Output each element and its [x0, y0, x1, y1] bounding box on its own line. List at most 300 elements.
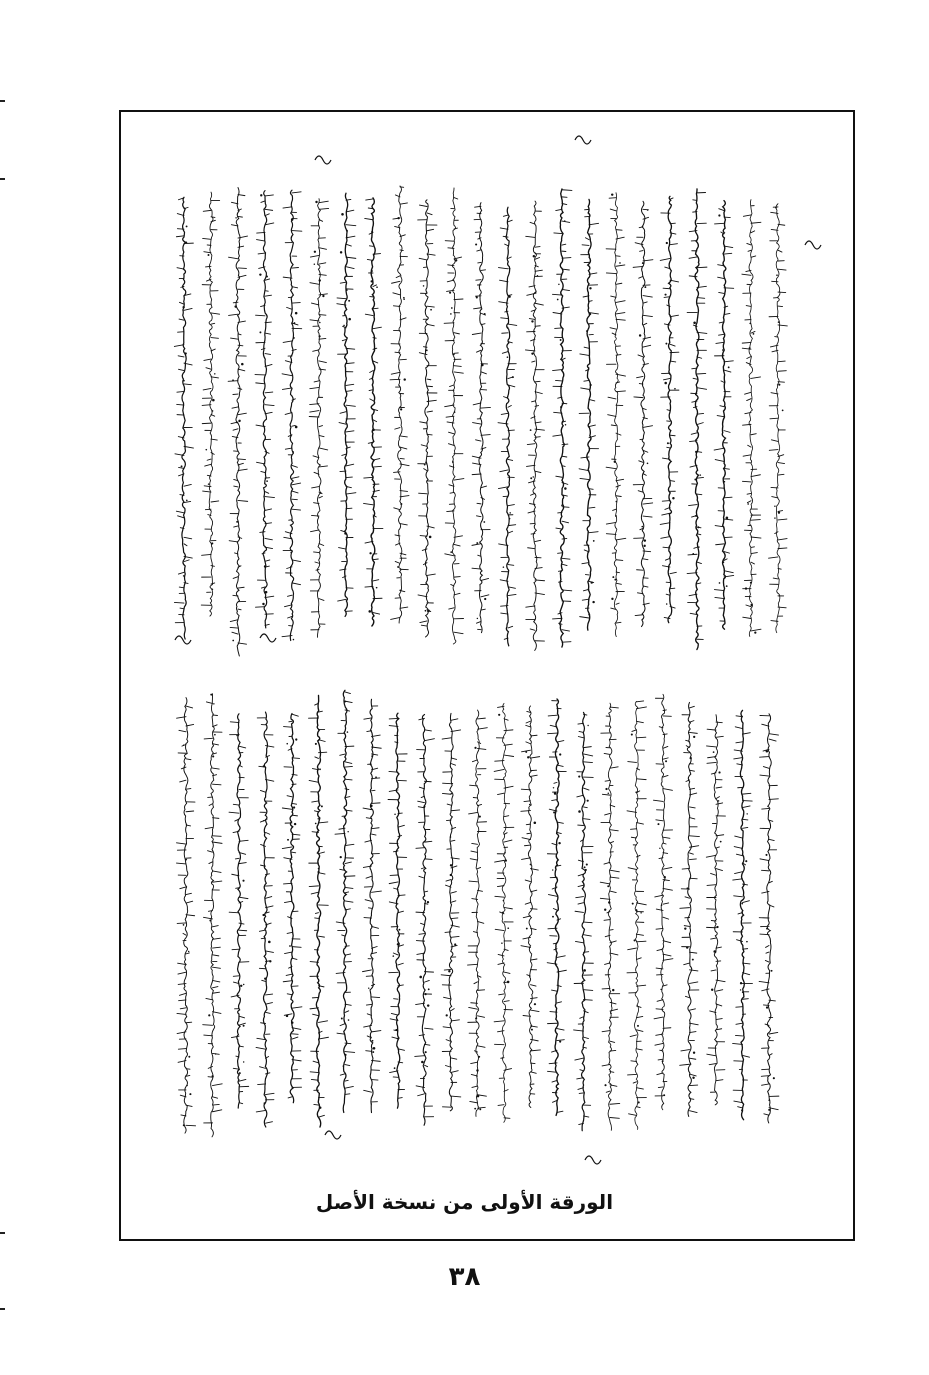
manuscript-glyph-stroke — [707, 746, 716, 747]
manuscript-dot — [747, 503, 749, 505]
manuscript-dot — [667, 442, 669, 444]
manuscript-glyph-stroke — [211, 338, 218, 339]
manuscript-glyph-stroke — [637, 985, 646, 986]
manuscript-dot — [450, 313, 452, 315]
manuscript-glyph-stroke — [454, 593, 460, 595]
manuscript-glyph-stroke — [451, 1071, 458, 1073]
manuscript-dot — [397, 217, 399, 219]
manuscript-glyph-stroke — [736, 742, 743, 743]
manuscript-glyph-stroke — [663, 959, 673, 961]
manuscript-glyph-stroke — [181, 286, 184, 287]
manuscript-glyph-stroke — [265, 392, 273, 393]
manuscript-glyph-stroke — [451, 936, 459, 937]
manuscript-glyph-stroke — [610, 1041, 615, 1042]
manuscript-dot — [295, 738, 297, 740]
manuscript-glyph-stroke — [589, 489, 593, 490]
manuscript-glyph-stroke — [663, 775, 668, 777]
manuscript-glyph-stroke — [743, 793, 751, 794]
manuscript-glyph-stroke — [184, 207, 188, 208]
manuscript-glyph-stroke — [562, 558, 570, 559]
manuscript-glyph-stroke — [697, 388, 707, 390]
manuscript-glyph-stroke — [690, 1111, 698, 1113]
manuscript-glyph-stroke — [522, 838, 530, 840]
manuscript-glyph-stroke — [370, 399, 373, 401]
manuscript-dot — [634, 939, 636, 941]
manuscript-glyph-stroke — [535, 247, 540, 248]
manuscript-glyph-stroke — [575, 911, 583, 912]
manuscript-glyph-stroke — [771, 440, 778, 442]
manuscript-dot — [348, 318, 351, 321]
manuscript-glyph-stroke — [284, 883, 292, 884]
manuscript-glyph-stroke — [743, 733, 751, 734]
manuscript-glyph-stroke — [746, 605, 751, 607]
manuscript-glyph-stroke — [234, 486, 238, 487]
manuscript-dot — [289, 945, 291, 947]
manuscript-glyph-stroke — [724, 288, 734, 289]
manuscript-glyph-stroke — [762, 989, 769, 991]
manuscript-glyph-stroke — [238, 566, 241, 567]
manuscript-glyph-stroke — [238, 388, 242, 389]
manuscript-glyph-stroke — [670, 344, 675, 346]
manuscript-glyph-stroke — [609, 198, 616, 199]
manuscript-glyph-stroke — [778, 292, 786, 293]
manuscript-glyph-stroke — [400, 203, 407, 204]
manuscript-glyph-stroke — [366, 199, 373, 200]
manuscript-glyph-stroke — [531, 775, 538, 776]
manuscript-dot — [604, 1084, 606, 1086]
manuscript-glyph-stroke — [501, 606, 508, 607]
manuscript-dot — [632, 903, 634, 905]
manuscript-glyph-stroke — [504, 907, 512, 908]
manuscript-glyph-stroke — [766, 945, 769, 947]
manuscript-dot — [474, 1108, 476, 1110]
manuscript-line — [661, 694, 665, 1109]
manuscript-glyph-stroke — [211, 414, 215, 416]
manuscript-glyph-stroke — [508, 220, 512, 222]
manuscript-glyph-stroke — [184, 560, 189, 562]
manuscript-glyph-stroke — [481, 595, 489, 597]
manuscript-glyph-stroke — [578, 903, 584, 904]
manuscript-glyph-stroke — [213, 881, 222, 882]
manuscript-line — [422, 714, 426, 1125]
manuscript-dot — [474, 747, 476, 749]
manuscript-glyph-stroke — [616, 230, 622, 231]
manuscript-dot — [605, 788, 607, 790]
manuscript-glyph-stroke — [531, 1072, 537, 1073]
manuscript-dot — [509, 512, 511, 514]
manuscript-glyph-stroke — [447, 280, 454, 282]
manuscript-dot — [450, 864, 452, 866]
manuscript-glyph-stroke — [266, 994, 273, 995]
manuscript-glyph-stroke — [292, 425, 295, 426]
manuscript-dot — [664, 876, 666, 878]
manuscript-dot — [425, 461, 427, 463]
manuscript-glyph-stroke — [340, 471, 346, 472]
manuscript-glyph-stroke — [643, 217, 649, 219]
manuscript-dot — [502, 912, 504, 914]
manuscript-dot — [294, 322, 296, 324]
manuscript-dot — [347, 831, 348, 832]
manuscript-glyph-stroke — [368, 908, 371, 909]
manuscript-glyph-stroke — [697, 494, 702, 495]
manuscript-line — [506, 207, 510, 646]
manuscript-glyph-stroke — [425, 1028, 434, 1029]
manuscript-glyph-stroke — [230, 627, 238, 628]
manuscript-glyph-stroke — [340, 754, 345, 755]
manuscript-glyph-stroke — [580, 354, 589, 356]
manuscript-glyph-stroke — [292, 483, 301, 485]
manuscript-glyph-stroke — [526, 824, 530, 825]
manuscript-glyph-stroke — [616, 603, 619, 604]
manuscript-glyph-stroke — [607, 912, 610, 913]
manuscript-glyph-stroke — [562, 403, 567, 404]
manuscript-glyph-stroke — [283, 981, 292, 982]
manuscript-dot — [773, 1077, 775, 1079]
manuscript-glyph-stroke — [213, 1104, 220, 1105]
manuscript-dot — [507, 356, 509, 358]
manuscript-dot — [614, 461, 616, 463]
manuscript-glyph-stroke — [665, 558, 670, 560]
manuscript-dot — [213, 703, 214, 704]
manuscript-glyph-stroke — [605, 780, 610, 781]
manuscript-dot — [774, 506, 775, 507]
manuscript-glyph-stroke — [498, 1031, 504, 1032]
manuscript-glyph-stroke — [427, 324, 434, 326]
manuscript-glyph-stroke — [637, 1088, 644, 1089]
manuscript-glyph-stroke — [685, 897, 689, 898]
manuscript-glyph-stroke — [478, 718, 486, 719]
manuscript-glyph-stroke — [481, 372, 486, 374]
manuscript-glyph-stroke — [340, 1074, 345, 1075]
manuscript-glyph-stroke — [707, 762, 716, 763]
manuscript-dot — [695, 451, 697, 453]
manuscript-glyph-stroke — [605, 813, 610, 815]
manuscript-glyph-stroke — [310, 1072, 318, 1073]
manuscript-glyph-stroke — [778, 371, 786, 372]
manuscript-glyph-stroke — [346, 431, 354, 432]
manuscript-dot — [644, 539, 646, 541]
manuscript-glyph-stroke — [229, 314, 238, 315]
manuscript-glyph-stroke — [535, 303, 543, 305]
manuscript-dot — [371, 231, 373, 233]
manuscript-glyph-stroke — [366, 1004, 371, 1005]
manuscript-dot — [552, 916, 554, 918]
manuscript-glyph-stroke — [637, 1049, 643, 1050]
manuscript-glyph-stroke — [203, 1025, 213, 1026]
manuscript-glyph-stroke — [719, 209, 724, 211]
manuscript-glyph-stroke — [451, 1096, 461, 1097]
manuscript-dot — [208, 483, 210, 485]
manuscript-glyph-stroke — [643, 559, 648, 560]
manuscript-dot — [264, 1102, 266, 1104]
manuscript-glyph-stroke — [319, 822, 328, 823]
manuscript-glyph-stroke — [312, 801, 319, 802]
manuscript-glyph-stroke — [178, 332, 184, 333]
manuscript-glyph-stroke — [716, 847, 719, 848]
manuscript-glyph-stroke — [711, 920, 716, 921]
manuscript-dot — [642, 262, 644, 264]
manuscript-glyph-stroke — [526, 721, 530, 723]
manuscript-glyph-stroke — [213, 871, 222, 873]
manuscript-glyph-stroke — [262, 553, 265, 554]
manuscript-dot — [611, 193, 613, 195]
manuscript-glyph-stroke — [256, 315, 265, 316]
manuscript-glyph-stroke — [637, 934, 644, 935]
manuscript-glyph-stroke — [309, 780, 318, 782]
manuscript-glyph-stroke — [772, 281, 778, 282]
manuscript-dot — [318, 818, 320, 820]
manuscript-glyph-stroke — [562, 630, 569, 631]
manuscript-glyph-stroke — [557, 1029, 564, 1030]
manuscript-glyph-stroke — [373, 466, 381, 467]
manuscript-glyph-stroke — [176, 236, 184, 237]
manuscript-glyph-stroke — [445, 554, 454, 556]
manuscript-dot — [319, 335, 321, 337]
manuscript-glyph-stroke — [633, 1082, 636, 1083]
manuscript-dot — [610, 1012, 612, 1014]
manuscript-glyph-stroke — [451, 1020, 459, 1021]
manuscript-glyph-stroke — [184, 501, 191, 502]
manuscript-glyph-stroke — [604, 753, 610, 754]
manuscript-glyph-stroke — [448, 444, 454, 446]
manuscript-glyph-stroke — [311, 303, 319, 305]
manuscript-glyph-stroke — [342, 339, 346, 340]
manuscript-glyph-stroke — [532, 401, 535, 402]
manuscript-glyph-stroke — [265, 354, 271, 355]
manuscript-glyph-stroke — [315, 562, 319, 563]
manuscript-glyph-stroke — [177, 1013, 186, 1014]
manuscript-glyph-stroke — [309, 886, 318, 887]
manuscript-glyph-stroke — [735, 727, 742, 729]
manuscript-dot — [346, 289, 348, 291]
manuscript-dot — [589, 384, 591, 386]
manuscript-glyph-stroke — [289, 721, 292, 722]
manuscript-glyph-stroke — [690, 818, 695, 819]
margin-mark — [315, 156, 331, 164]
manuscript-glyph-stroke — [454, 479, 464, 481]
manuscript-dot — [344, 700, 346, 702]
manuscript-line — [608, 703, 612, 1130]
manuscript-dot — [425, 610, 427, 612]
manuscript-glyph-stroke — [562, 221, 570, 222]
manuscript-dot — [212, 755, 214, 757]
manuscript-glyph-stroke — [292, 815, 298, 816]
manuscript-glyph-stroke — [554, 782, 557, 783]
manuscript-dot — [695, 515, 697, 517]
manuscript-glyph-stroke — [314, 1104, 319, 1105]
manuscript-dot — [291, 1021, 294, 1024]
manuscript-glyph-stroke — [444, 969, 451, 970]
manuscript-glyph-stroke — [400, 359, 406, 360]
manuscript-glyph-stroke — [504, 755, 514, 756]
manuscript-dot — [346, 230, 348, 232]
manuscript-dot — [315, 743, 317, 745]
folio-marks — [175, 136, 821, 1164]
manuscript-glyph-stroke — [292, 758, 300, 759]
manuscript-glyph-stroke — [284, 1014, 292, 1016]
manuscript-glyph-stroke — [395, 561, 400, 563]
manuscript-glyph-stroke — [454, 299, 463, 300]
manuscript-dot — [452, 783, 453, 784]
manuscript-glyph-stroke — [256, 1110, 265, 1112]
manuscript-dot — [234, 305, 236, 307]
manuscript-dot — [318, 868, 320, 870]
manuscript-dot — [484, 598, 486, 600]
manuscript-glyph-stroke — [345, 762, 352, 764]
manuscript-glyph-stroke — [743, 901, 750, 903]
manuscript-dot — [768, 1099, 770, 1101]
manuscript-glyph-stroke — [762, 808, 769, 809]
manuscript-glyph-stroke — [345, 862, 351, 864]
manuscript-glyph-stroke — [602, 794, 610, 795]
manuscript-glyph-stroke — [535, 258, 540, 260]
manuscript-glyph-stroke — [319, 544, 324, 546]
manuscript-glyph-stroke — [582, 563, 589, 564]
manuscript-glyph-stroke — [266, 951, 274, 952]
manuscript-glyph-stroke — [552, 1080, 557, 1082]
manuscript-dot — [266, 818, 267, 819]
manuscript-glyph-stroke — [574, 1030, 584, 1031]
manuscript-glyph-stroke — [711, 773, 716, 774]
manuscript-dot — [430, 309, 432, 311]
manuscript-glyph-stroke — [535, 406, 539, 407]
manuscript-dot — [643, 545, 645, 547]
manuscript-glyph-stroke — [177, 923, 186, 924]
manuscript-dot — [451, 793, 452, 794]
manuscript-glyph-stroke — [640, 251, 643, 252]
manuscript-glyph-stroke — [315, 913, 318, 914]
manuscript-dot — [344, 1054, 346, 1056]
manuscript-glyph-stroke — [584, 807, 588, 808]
manuscript-glyph-stroke — [697, 477, 704, 478]
manuscript-dot — [726, 517, 729, 520]
manuscript-glyph-stroke — [639, 276, 643, 278]
manuscript-glyph-stroke — [265, 333, 271, 334]
manuscript-glyph-stroke — [345, 892, 349, 893]
manuscript-glyph-stroke — [179, 730, 186, 731]
manuscript-glyph-stroke — [552, 990, 557, 991]
manuscript-glyph-stroke — [637, 737, 646, 738]
manuscript-glyph-stroke — [631, 1061, 637, 1062]
manuscript-glyph-stroke — [186, 706, 193, 708]
manuscript-dot — [477, 618, 478, 619]
manuscript-dot — [347, 731, 349, 733]
manuscript-glyph-stroke — [643, 408, 646, 409]
manuscript-glyph-stroke — [716, 722, 722, 723]
manuscript-dot — [530, 477, 532, 479]
manuscript-glyph-stroke — [724, 497, 732, 498]
manuscript-glyph-stroke — [232, 407, 238, 408]
manuscript-glyph-stroke — [736, 854, 742, 855]
manuscript-glyph-stroke — [751, 231, 755, 233]
manuscript-dot — [504, 852, 506, 854]
manuscript-glyph-stroke — [258, 1084, 266, 1085]
manuscript-glyph-stroke — [716, 1019, 722, 1020]
manuscript-glyph-stroke — [390, 379, 400, 380]
manuscript-dot — [476, 1069, 478, 1071]
manuscript-dot — [585, 869, 587, 871]
manuscript-glyph-stroke — [527, 711, 531, 712]
manuscript-glyph-stroke — [292, 1037, 298, 1039]
manuscript-glyph-stroke — [180, 608, 184, 609]
manuscript-dot — [423, 285, 425, 287]
manuscript-glyph-stroke — [589, 301, 592, 302]
manuscript-glyph-stroke — [287, 567, 292, 569]
manuscript-glyph-stroke — [747, 357, 751, 359]
manuscript-glyph-stroke — [724, 571, 733, 573]
manuscript-glyph-stroke — [398, 825, 404, 827]
manuscript-dot — [185, 352, 187, 354]
manuscript-glyph-stroke — [236, 888, 239, 889]
manuscript-glyph-stroke — [213, 818, 219, 819]
manuscript-glyph-stroke — [778, 382, 784, 383]
manuscript-glyph-stroke — [589, 507, 595, 508]
manuscript-glyph-stroke — [584, 1047, 587, 1048]
manuscript-glyph-stroke — [581, 388, 589, 389]
manuscript-glyph-stroke — [724, 519, 733, 520]
manuscript-glyph-stroke — [481, 609, 485, 610]
manuscript-glyph-stroke — [265, 295, 271, 296]
manuscript-dot — [344, 532, 346, 534]
manuscript-glyph-stroke — [364, 477, 373, 478]
manuscript-glyph-stroke — [559, 623, 562, 624]
manuscript-glyph-stroke — [183, 933, 186, 935]
manuscript-glyph-stroke — [637, 1016, 643, 1017]
manuscript-glyph-stroke — [724, 431, 730, 433]
manuscript-glyph-stroke — [690, 878, 698, 879]
manuscript-dot — [239, 1072, 241, 1074]
manuscript-glyph-stroke — [265, 560, 270, 561]
manuscript-glyph-stroke — [206, 368, 211, 369]
manuscript-glyph-stroke — [346, 405, 355, 406]
manuscript-glyph-stroke — [663, 710, 666, 711]
manuscript-dot — [315, 823, 317, 825]
manuscript-glyph-stroke — [292, 958, 297, 959]
manuscript-dot — [619, 262, 621, 264]
manuscript-glyph-stroke — [346, 225, 356, 226]
manuscript-glyph-stroke — [716, 544, 724, 545]
manuscript-glyph-stroke — [419, 934, 425, 935]
manuscript-glyph-stroke — [578, 885, 583, 886]
manuscript-dot — [394, 813, 396, 815]
manuscript-glyph-stroke — [552, 800, 557, 801]
manuscript-glyph-stroke — [373, 459, 380, 461]
manuscript-glyph-stroke — [637, 958, 642, 960]
manuscript-dot — [484, 313, 486, 315]
margin-mark — [585, 1156, 601, 1164]
manuscript-glyph-stroke — [562, 258, 571, 259]
manuscript-glyph-stroke — [690, 836, 700, 837]
manuscript-glyph-stroke — [427, 229, 434, 230]
manuscript-dot — [719, 582, 721, 584]
manuscript-dot — [371, 270, 373, 272]
manuscript-glyph-stroke — [266, 897, 272, 899]
manuscript-glyph-stroke — [502, 352, 508, 354]
manuscript-glyph-stroke — [562, 538, 567, 539]
manuscript-glyph-stroke — [266, 1093, 275, 1094]
manuscript-line — [641, 201, 645, 626]
manuscript-glyph-stroke — [282, 388, 292, 390]
manuscript-dot — [404, 378, 406, 380]
manuscript-glyph-stroke — [234, 526, 238, 527]
manuscript-glyph-stroke — [345, 1080, 348, 1081]
manuscript-glyph-stroke — [616, 572, 619, 573]
manuscript-glyph-stroke — [643, 337, 651, 339]
manuscript-glyph-stroke — [608, 397, 616, 399]
manuscript-dot — [481, 364, 484, 367]
manuscript-dot — [450, 874, 452, 876]
manuscript-dot — [212, 399, 215, 402]
